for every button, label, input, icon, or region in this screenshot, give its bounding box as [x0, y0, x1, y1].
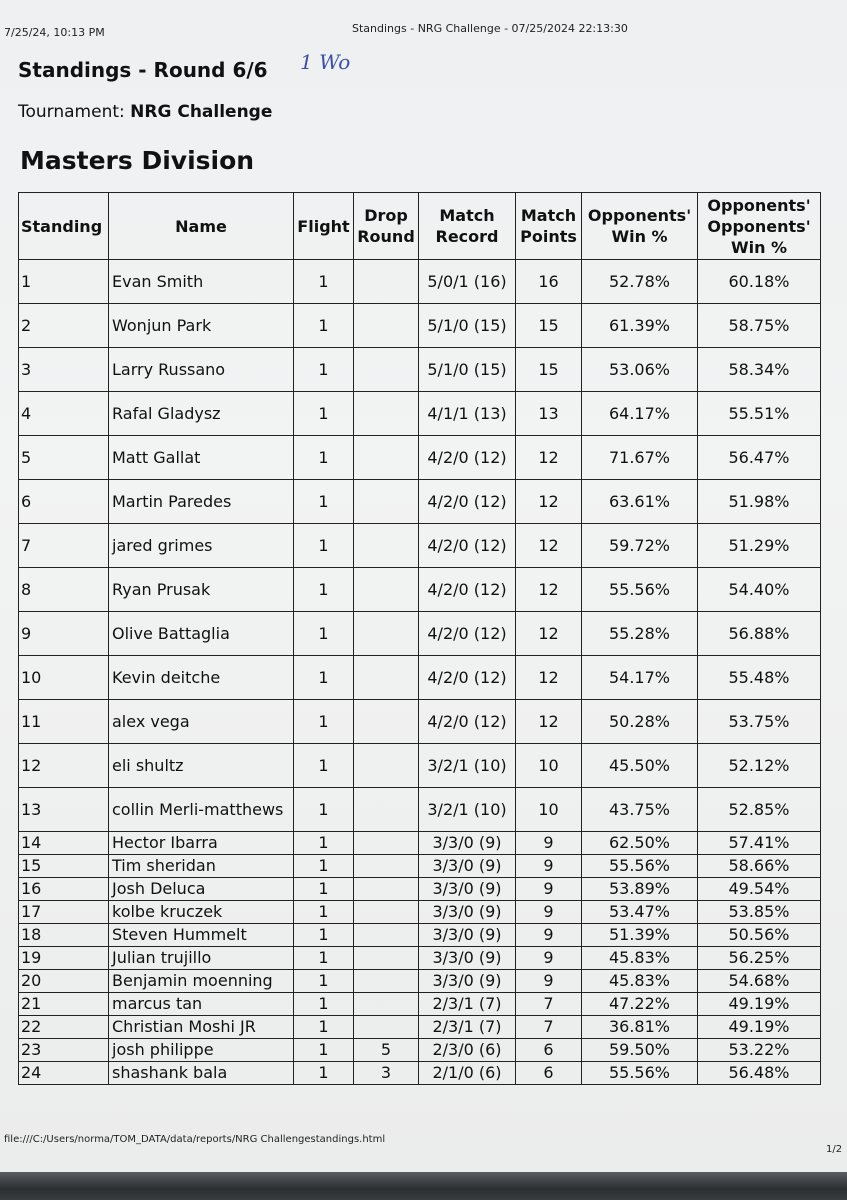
drop-round-cell: 3 — [354, 1062, 419, 1085]
opponents-opponents-win-cell: 53.85% — [698, 901, 821, 924]
opponents-opponents-win-cell: 58.34% — [698, 348, 821, 392]
flight-cell: 1 — [294, 901, 354, 924]
drop-round-cell — [354, 855, 419, 878]
name-cell: josh philippe — [109, 1039, 294, 1062]
match-record-cell: 4/2/0 (12) — [419, 524, 516, 568]
flight-cell: 1 — [294, 832, 354, 855]
standing-cell: 24 — [19, 1062, 109, 1085]
match-record-cell: 5/1/0 (15) — [419, 348, 516, 392]
tournament-name: NRG Challenge — [130, 102, 273, 122]
opponents-opponents-win-cell: 53.22% — [698, 1039, 821, 1062]
table-row — [19, 878, 821, 901]
match-record-cell: 5/0/1 (16) — [419, 260, 516, 304]
col-opponents-opponents-win: Opponents' Opponents' Win % — [698, 193, 821, 260]
opponents-win-cell: 52.78% — [582, 260, 698, 304]
match-record-cell: 3/2/1 (10) — [419, 744, 516, 788]
drop-round-cell — [354, 878, 419, 901]
drop-round-cell: 5 — [354, 1039, 419, 1062]
flight-cell: 1 — [294, 744, 354, 788]
opponents-opponents-win-cell: 56.88% — [698, 612, 821, 656]
opponents-opponents-win-cell: 54.68% — [698, 970, 821, 993]
opponents-win-cell: 59.50% — [582, 1039, 698, 1062]
name-cell: Kevin deitche — [109, 656, 294, 700]
name-cell: alex vega — [109, 700, 294, 744]
opponents-win-cell: 59.72% — [582, 524, 698, 568]
drop-round-cell — [354, 524, 419, 568]
match-record-cell: 3/3/0 (9) — [419, 901, 516, 924]
match-points-cell: 9 — [516, 947, 582, 970]
drop-round-cell — [354, 788, 419, 832]
match-record-cell: 5/1/0 (15) — [419, 304, 516, 348]
name-cell: Hector Ibarra — [109, 832, 294, 855]
table-row — [19, 524, 821, 568]
table-row — [19, 392, 821, 436]
table-row — [19, 924, 821, 947]
match-points-cell: 12 — [516, 436, 582, 480]
standing-cell: 7 — [19, 524, 109, 568]
match-points-cell: 12 — [516, 524, 582, 568]
division-title: Masters Division — [20, 146, 255, 175]
flight-cell: 1 — [294, 260, 354, 304]
col-drop-round: Drop Round — [354, 193, 419, 260]
opponents-win-cell: 55.56% — [582, 855, 698, 878]
page-number: 1/2 — [826, 1144, 843, 1155]
opponents-opponents-win-cell: 49.54% — [698, 878, 821, 901]
flight-cell: 1 — [294, 855, 354, 878]
match-record-cell: 3/3/0 (9) — [419, 970, 516, 993]
opponents-win-cell: 36.81% — [582, 1016, 698, 1039]
opponents-win-cell: 55.28% — [582, 612, 698, 656]
match-points-cell: 9 — [516, 878, 582, 901]
name-cell: Rafal Gladysz — [109, 392, 294, 436]
table-row — [19, 1039, 821, 1062]
flight-cell: 1 — [294, 700, 354, 744]
opponents-win-cell: 62.50% — [582, 832, 698, 855]
match-record-cell: 3/2/1 (10) — [419, 788, 516, 832]
standing-cell: 10 — [19, 656, 109, 700]
table-header-row — [19, 193, 821, 260]
opponents-opponents-win-cell: 55.51% — [698, 392, 821, 436]
flight-cell: 1 — [294, 348, 354, 392]
opponents-win-cell: 55.56% — [582, 568, 698, 612]
drop-round-cell — [354, 700, 419, 744]
drop-round-cell — [354, 1016, 419, 1039]
name-cell: Wonjun Park — [109, 304, 294, 348]
name-cell: Benjamin moenning — [109, 970, 294, 993]
match-record-cell: 3/3/0 (9) — [419, 924, 516, 947]
table-row — [19, 656, 821, 700]
table-row — [19, 970, 821, 993]
match-record-cell: 2/3/0 (6) — [419, 1039, 516, 1062]
match-points-cell: 9 — [516, 855, 582, 878]
flight-cell: 1 — [294, 612, 354, 656]
name-cell: Christian Moshi JR — [109, 1016, 294, 1039]
name-cell: collin Merli-matthews — [109, 788, 294, 832]
drop-round-cell — [354, 568, 419, 612]
table-row — [19, 993, 821, 1016]
standing-cell: 8 — [19, 568, 109, 612]
match-record-cell: 3/3/0 (9) — [419, 947, 516, 970]
match-points-cell: 12 — [516, 568, 582, 612]
opponents-win-cell: 51.39% — [582, 924, 698, 947]
match-record-cell: 2/3/1 (7) — [419, 1016, 516, 1039]
match-record-cell: 4/2/0 (12) — [419, 700, 516, 744]
col-flight: Flight — [294, 193, 354, 260]
name-cell: jared grimes — [109, 524, 294, 568]
opponents-opponents-win-cell: 56.48% — [698, 1062, 821, 1085]
flight-cell: 1 — [294, 993, 354, 1016]
match-record-cell: 4/1/1 (13) — [419, 392, 516, 436]
match-record-cell: 4/2/0 (12) — [419, 436, 516, 480]
opponents-opponents-win-cell: 56.47% — [698, 436, 821, 480]
flight-cell: 1 — [294, 1039, 354, 1062]
match-points-cell: 6 — [516, 1039, 582, 1062]
match-points-cell: 15 — [516, 304, 582, 348]
match-points-cell: 7 — [516, 993, 582, 1016]
opponents-opponents-win-cell: 57.41% — [698, 832, 821, 855]
standing-cell: 1 — [19, 260, 109, 304]
flight-cell: 1 — [294, 924, 354, 947]
flight-cell: 1 — [294, 524, 354, 568]
flight-cell: 1 — [294, 970, 354, 993]
table-row — [19, 1062, 821, 1085]
table-row — [19, 832, 821, 855]
standing-cell: 17 — [19, 901, 109, 924]
name-cell: Josh Deluca — [109, 878, 294, 901]
opponents-opponents-win-cell: 49.19% — [698, 1016, 821, 1039]
match-points-cell: 10 — [516, 744, 582, 788]
drop-round-cell — [354, 348, 419, 392]
table-row — [19, 612, 821, 656]
opponents-win-cell: 63.61% — [582, 480, 698, 524]
drop-round-cell — [354, 436, 419, 480]
opponents-opponents-win-cell: 51.29% — [698, 524, 821, 568]
opponents-win-cell: 45.83% — [582, 970, 698, 993]
drop-round-cell — [354, 304, 419, 348]
flight-cell: 1 — [294, 436, 354, 480]
drop-round-cell — [354, 993, 419, 1016]
drop-round-cell — [354, 901, 419, 924]
standing-cell: 12 — [19, 744, 109, 788]
print-file-path: file:///C:/Users/norma/TOM_DATA/data/reports/NRG Challengestandings.html — [4, 1134, 386, 1145]
match-record-cell: 3/3/0 (9) — [419, 832, 516, 855]
opponents-win-cell: 45.50% — [582, 744, 698, 788]
match-record-cell: 4/2/0 (12) — [419, 568, 516, 612]
name-cell: Matt Gallat — [109, 436, 294, 480]
opponents-opponents-win-cell: 51.98% — [698, 480, 821, 524]
opponents-opponents-win-cell: 56.25% — [698, 947, 821, 970]
drop-round-cell — [354, 480, 419, 524]
match-record-cell: 3/3/0 (9) — [419, 878, 516, 901]
opponents-win-cell: 47.22% — [582, 993, 698, 1016]
match-record-cell: 4/2/0 (12) — [419, 480, 516, 524]
table-row — [19, 1016, 821, 1039]
standing-cell: 3 — [19, 348, 109, 392]
standing-cell: 6 — [19, 480, 109, 524]
table-row — [19, 568, 821, 612]
drop-round-cell — [354, 947, 419, 970]
standing-cell: 5 — [19, 436, 109, 480]
flight-cell: 1 — [294, 480, 354, 524]
tournament-label: Tournament: — [18, 102, 125, 122]
opponents-win-cell: 55.56% — [582, 1062, 698, 1085]
opponents-opponents-win-cell: 52.12% — [698, 744, 821, 788]
opponents-win-cell: 64.17% — [582, 392, 698, 436]
flight-cell: 1 — [294, 947, 354, 970]
opponents-win-cell: 53.89% — [582, 878, 698, 901]
flight-cell: 1 — [294, 568, 354, 612]
match-record-cell: 3/3/0 (9) — [419, 855, 516, 878]
match-points-cell: 9 — [516, 924, 582, 947]
table-row — [19, 788, 821, 832]
match-points-cell: 12 — [516, 612, 582, 656]
standing-cell: 22 — [19, 1016, 109, 1039]
match-record-cell: 4/2/0 (12) — [419, 612, 516, 656]
name-cell: Julian trujillo — [109, 947, 294, 970]
name-cell: Larry Russano — [109, 348, 294, 392]
match-points-cell: 10 — [516, 788, 582, 832]
opponents-opponents-win-cell: 55.48% — [698, 656, 821, 700]
opponents-win-cell: 53.47% — [582, 901, 698, 924]
standing-cell: 21 — [19, 993, 109, 1016]
drop-round-cell — [354, 744, 419, 788]
drop-round-cell — [354, 612, 419, 656]
match-points-cell: 16 — [516, 260, 582, 304]
print-title: Standings - NRG Challenge - 07/25/2024 22:13:30 — [352, 22, 628, 35]
match-points-cell: 9 — [516, 970, 582, 993]
opponents-opponents-win-cell: 58.75% — [698, 304, 821, 348]
opponents-opponents-win-cell: 50.56% — [698, 924, 821, 947]
table-row — [19, 855, 821, 878]
opponents-win-cell: 53.06% — [582, 348, 698, 392]
handwritten-note: 1 Wo — [300, 50, 351, 74]
table-row — [19, 947, 821, 970]
table-row — [19, 436, 821, 480]
opponents-opponents-win-cell: 52.85% — [698, 788, 821, 832]
col-name: Name — [109, 193, 294, 260]
match-points-cell: 9 — [516, 901, 582, 924]
opponents-opponents-win-cell: 60.18% — [698, 260, 821, 304]
name-cell: Ryan Prusak — [109, 568, 294, 612]
table-row — [19, 304, 821, 348]
flight-cell: 1 — [294, 304, 354, 348]
name-cell: Martin Paredes — [109, 480, 294, 524]
name-cell: eli shultz — [109, 744, 294, 788]
name-cell: Tim sheridan — [109, 855, 294, 878]
match-points-cell: 12 — [516, 700, 582, 744]
flight-cell: 1 — [294, 1062, 354, 1085]
print-date: 7/25/24, 10:13 PM — [4, 26, 105, 39]
match-points-cell: 15 — [516, 348, 582, 392]
opponents-opponents-win-cell: 54.40% — [698, 568, 821, 612]
match-record-cell: 4/2/0 (12) — [419, 656, 516, 700]
standing-cell: 9 — [19, 612, 109, 656]
match-points-cell: 9 — [516, 832, 582, 855]
drop-round-cell — [354, 832, 419, 855]
match-points-cell: 12 — [516, 656, 582, 700]
table-row — [19, 700, 821, 744]
match-points-cell: 13 — [516, 392, 582, 436]
name-cell: marcus tan — [109, 993, 294, 1016]
standing-cell: 14 — [19, 832, 109, 855]
opponents-opponents-win-cell: 58.66% — [698, 855, 821, 878]
opponents-win-cell: 54.17% — [582, 656, 698, 700]
standing-cell: 23 — [19, 1039, 109, 1062]
standing-cell: 15 — [19, 855, 109, 878]
drop-round-cell — [354, 392, 419, 436]
opponents-win-cell: 50.28% — [582, 700, 698, 744]
table-row — [19, 901, 821, 924]
opponents-opponents-win-cell: 49.19% — [698, 993, 821, 1016]
standing-cell: 2 — [19, 304, 109, 348]
match-record-cell: 2/1/0 (6) — [419, 1062, 516, 1085]
standings-table — [18, 192, 821, 1085]
drop-round-cell — [354, 924, 419, 947]
background-surface — [0, 1172, 847, 1200]
drop-round-cell — [354, 656, 419, 700]
drop-round-cell — [354, 260, 419, 304]
flight-cell: 1 — [294, 788, 354, 832]
table-row — [19, 348, 821, 392]
standing-cell: 13 — [19, 788, 109, 832]
col-match-points: Match Points — [516, 193, 582, 260]
col-opponents-win: Opponents' Win % — [582, 193, 698, 260]
opponents-opponents-win-cell: 53.75% — [698, 700, 821, 744]
flight-cell: 1 — [294, 1016, 354, 1039]
standing-cell: 4 — [19, 392, 109, 436]
name-cell: Olive Battaglia — [109, 612, 294, 656]
page-title: Standings - Round 6/6 — [18, 58, 268, 82]
name-cell: kolbe kruczek — [109, 901, 294, 924]
name-cell: shashank bala — [109, 1062, 294, 1085]
opponents-win-cell: 71.67% — [582, 436, 698, 480]
standing-cell: 19 — [19, 947, 109, 970]
standing-cell: 11 — [19, 700, 109, 744]
standing-cell: 16 — [19, 878, 109, 901]
match-points-cell: 6 — [516, 1062, 582, 1085]
table-row — [19, 744, 821, 788]
match-points-cell: 12 — [516, 480, 582, 524]
tournament-line — [18, 102, 272, 122]
col-match-record: Match Record — [419, 193, 516, 260]
table-row — [19, 260, 821, 304]
flight-cell: 1 — [294, 392, 354, 436]
standing-cell: 18 — [19, 924, 109, 947]
match-record-cell: 2/3/1 (7) — [419, 993, 516, 1016]
flight-cell: 1 — [294, 656, 354, 700]
opponents-win-cell: 61.39% — [582, 304, 698, 348]
standing-cell: 20 — [19, 970, 109, 993]
opponents-win-cell: 43.75% — [582, 788, 698, 832]
match-points-cell: 7 — [516, 1016, 582, 1039]
col-standing: Standing — [19, 193, 109, 260]
name-cell: Evan Smith — [109, 260, 294, 304]
drop-round-cell — [354, 970, 419, 993]
opponents-win-cell: 45.83% — [582, 947, 698, 970]
table-row — [19, 480, 821, 524]
flight-cell: 1 — [294, 878, 354, 901]
name-cell: Steven Hummelt — [109, 924, 294, 947]
